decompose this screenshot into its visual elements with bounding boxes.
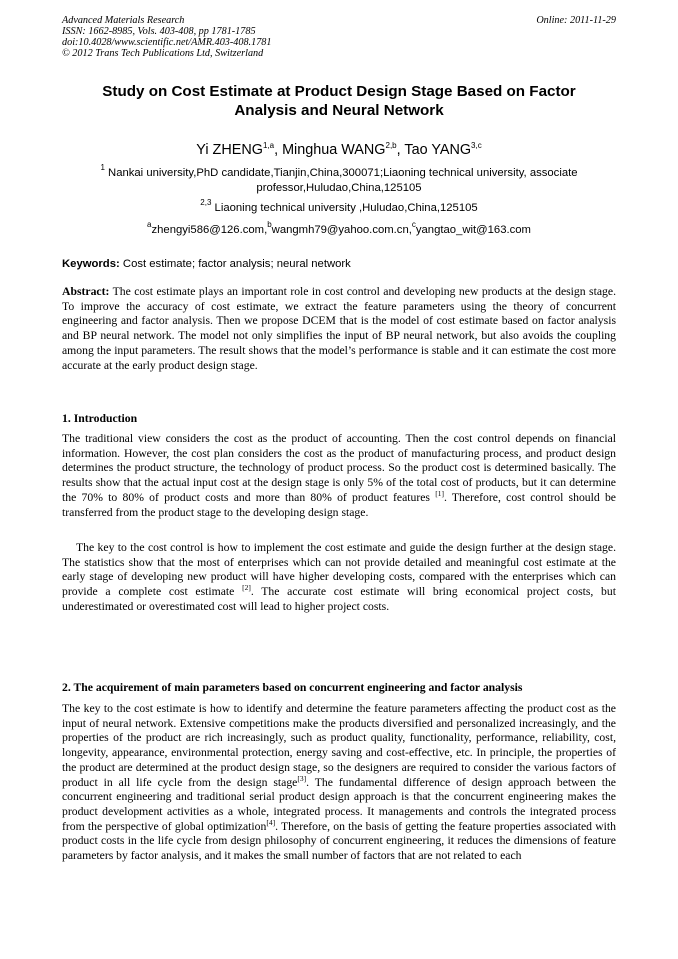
author-separator: , [274,142,283,158]
section-1-paragraph-1 [62,432,616,520]
online-date: Online: 2011-11-29 [536,15,616,26]
affiliation-1-line-1: Nankai university,PhD candidate,Tianjin,China,300071;Liaoning technical university, associate [104,167,578,179]
email-address: yangtao_wit@163.com [415,224,531,236]
section-2-paragraph-1 [62,702,616,864]
author-name: Yi ZHENG [196,142,263,158]
paper-title-line-1: Study on Cost Estimate at Product Design Stage Based on Factor [102,83,576,100]
abstract [62,285,616,373]
citation-reference: [4] [266,817,276,827]
journal-copyright: © 2012 Trans Tech Publications Ltd, Switzerland [62,48,264,59]
paragraph-text: . The fundamental difference of design approach between the concurrent engineering and traditional serial product design approach is that the concurrent engineering makes the product development activities as a whole, integrated process. It managements and controls the integrated process from the perspective of global optimization [62,775,616,833]
citation-reference: [3] [297,773,307,783]
abstract-label: Abstract: [62,285,110,298]
journal-issn: ISSN: 1662-8985, Vols. 403-408, pp 1781-1785 [62,26,256,37]
paper-title-line-2: Analysis and Neural Network [234,102,444,119]
paragraph-text: . The accurate cost estimate will bring economical project costs, but underestimated or overestimated cost will lead to higher project costs. [62,585,616,613]
email-address: zhengyi586@126.com, [151,224,268,236]
author-name: Minghua WANG [282,142,386,158]
abstract-text: The cost estimate plays an important role in cost control and developing new products at the design stage. To improve the accuracy of cost estimate, we extract the feature parameters using the theory of concurrent engineering and factor analysis. Then we propose DCEM that is the model of cost estimate based on factor analysis and BP neural network. The model not only simplifies the input of BP neural network, but also avoids the coupling among the input parameters. The result shows that the model’s performance is stable and it can estimate the cost more accurate at the early product design stage. [62,285,616,372]
journal-info [62,15,616,59]
affiliation-marker: 2,3 [200,198,212,207]
section-1-paragraph-2 [62,541,616,615]
author-separator: , [396,142,405,158]
paragraph-text: The traditional view considers the cost as the product of accounting. Then the cost control depends on financial information. However, the cost plan considers the cost as the product of manufacturing process, and product design determines the product structure, the technology of product process. So the product cost is determined basically. The results show that the actual input cost at the design stage is only 5% of the total cost of products, but it can determine the 70% to 80% of product costs and more than 80% of product features [62,432,616,504]
section-2-heading: 2. The acquirement of main parameters based on concurrent engineering and factor analysis [62,681,523,694]
citation-reference: [2] [242,583,251,593]
email-marker: b [267,220,272,229]
keywords-label: Keywords: [62,258,120,270]
email-marker: c [411,220,416,229]
affiliation-1-line-2: professor,Huludao,China,125105 [256,181,422,194]
email-address: wangmh79@yahoo.com.cn, [271,224,412,236]
paper-title [62,82,616,120]
journal-header [62,15,616,59]
section-1-heading: 1. Introduction [62,412,138,425]
journal-name: Advanced Materials Research [62,15,185,26]
paragraph-text: . Therefore, cost control should be transferred from the product stage to the developing design stage. [62,490,616,519]
author-affiliation-marker: 1,a [262,141,275,150]
paragraph-text: The key to the cost control is how to implement the cost estimate and guide the design further at the design stage. The statistics show that the most of enterprises which can not provide detailed and meaningful cost estimate at the early stage of developing new product will have higher developing costs, compared with the enterprises which can provide a complete cost estimate [62,541,616,599]
affiliation-marker: 1 [100,163,105,172]
affiliation-2 [62,198,616,216]
author-affiliation-marker: 3,c [471,141,482,150]
author-affiliation-marker: 2,b [385,141,397,150]
keywords [62,257,616,271]
citation-reference: [1] [435,488,444,498]
email-marker: a [147,220,152,229]
affiliation-1 [62,163,616,195]
affiliation-2-text: Liaoning technical university ,Huludao,China,125105 [211,202,478,214]
keywords-text: Cost estimate; factor analysis; neural network [119,258,351,270]
author-name: Tao YANG [404,142,472,158]
paragraph-text: . Therefore, on the basis of getting the feature properties associated with product costs in the life cycle from design philosophy of concurrent engineering, it reduces the dimensions of feature parameters by factor analysis, and it makes the small number of factors that are not related to each [62,819,616,863]
email-list [62,220,616,238]
author-list [62,141,616,159]
journal-doi: doi:10.4028/www.scientific.net/AMR.403-408.1781 [62,37,272,48]
paragraph-text: The key to the cost estimate is how to identify and determine the feature parameters affecting the product cost as the input of neural network. Extensive competitions make the products diversified and personalized increasingly, and the properties of the product are rich increasingly, such as product quality, functionality, performance, reliability, cost, longevity, appearance, environmental protection, energy saving and cost-effective, etc. In principle, the properties of the product are determined at the product design stage, so the designers are required to consider the various factors of product in all life cycle from the design stage [62,702,616,789]
